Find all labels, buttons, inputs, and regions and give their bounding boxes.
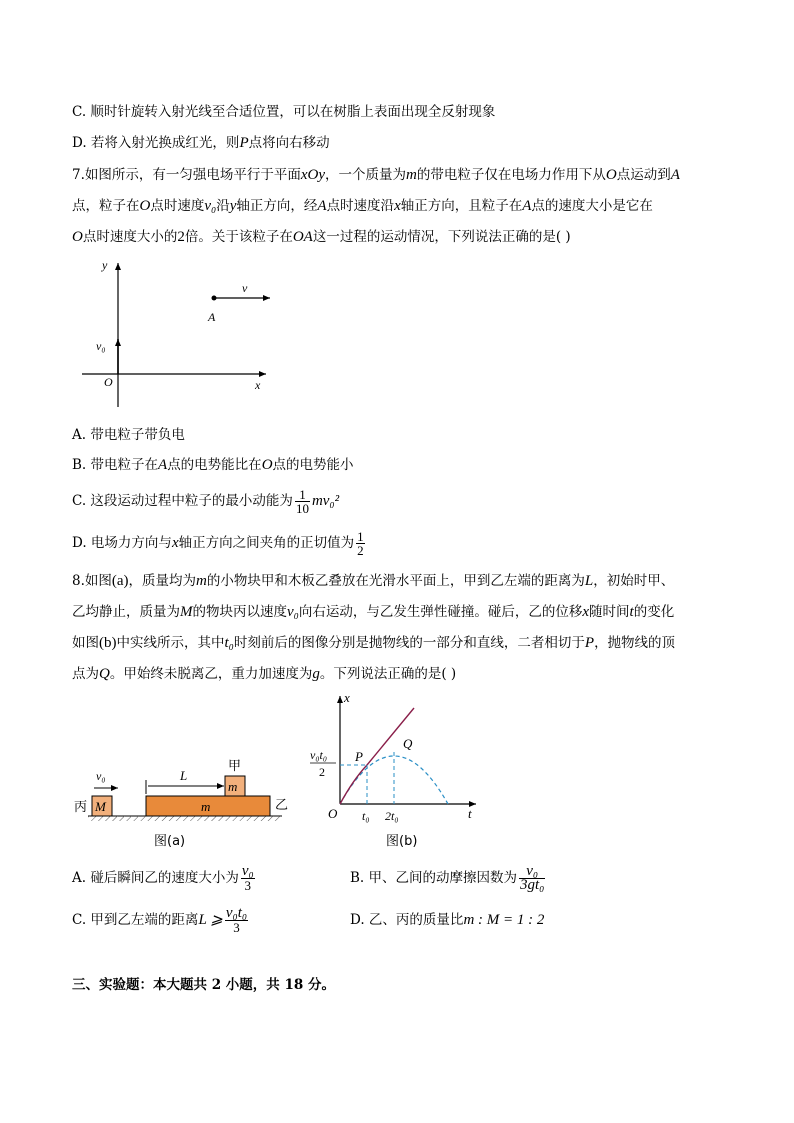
fig-a-yi: 乙 — [275, 798, 289, 813]
q7-label-a: A — [208, 310, 216, 324]
q7-label-o: O — [104, 375, 113, 389]
fig-b-q: Q — [403, 736, 413, 751]
solid-curve — [340, 708, 414, 804]
q8-stem-line-2: 乙均静止，质量为M的物块丙以速度v₀向右运动，与乙发生弹性碰撞。碰后，乙的位移x随时间t的变化 — [72, 604, 675, 620]
fig-b-p: P — [355, 749, 363, 764]
q8-figure-b — [300, 688, 490, 853]
q8-optb-fraction: $\frac{\text{v₀}}{\text{3gt₀}}$ — [520, 863, 545, 893]
fig-b-t0: t₀ — [362, 809, 370, 823]
fig-a-caption: 图(a) — [154, 834, 186, 849]
q7-stem-line-3: O点时速度大小的2倍。关于该粒子在OA这一过程的运动情况，下列说法正确的是( ) — [72, 229, 571, 245]
q8-stem-line-3: 如图(b)中实线所示，其中t₀时刻前后的图像分别是抛物线的一部分和直线，二者相切于P，抛物线的顶 — [72, 635, 676, 651]
q8-figure-a — [70, 750, 300, 855]
section-heading-experiments: 三、实验题：本大题共 2 小题，共 18 分。 — [72, 977, 335, 993]
q8-option-a: A. 碰后瞬间乙的速度大小为 $\frac{\text{v₀}}{3}$ — [72, 863, 254, 893]
q7-option-d: D. 电场力方向与x轴正方向之间夹角的正切值为 $\frac{1}{2}$ — [72, 529, 364, 558]
fig-a-v0: v₀ — [96, 769, 106, 783]
fig-a-big-m: M — [95, 799, 106, 814]
fig-b-x: x — [344, 690, 350, 705]
q7-optd-fraction: $\frac{1}{2}$ — [357, 529, 364, 558]
q8-option-d: D. 乙、丙的质量比m : M = 1 : 2 — [350, 912, 545, 928]
q7-option-b: B. 带电粒子在A点的电势能比在O点的电势能小 — [72, 457, 354, 473]
q7-label-y: y — [102, 258, 108, 272]
q7-label-v: v — [242, 281, 248, 295]
q8-option-c: C. 甲到乙左端的距离L ⩾ $\frac{\text{v₀t₀}}{3}$ — [72, 905, 248, 935]
q8-stem-line-1: 8.如图(a)，质量均为m的小物块甲和木板乙叠放在光滑水平面上，甲到乙左端的距离为L，初始时甲、 — [72, 573, 675, 589]
q6-option-d: D. 若将入射光换成红光，则P点将向右移动 — [72, 135, 330, 151]
q7-option-c: C. 这段运动过程中粒子的最小动能为 $\frac{1}{10}$ mv₀² — [72, 487, 340, 516]
fig-a-l: L — [180, 768, 188, 783]
fig-a-m-block: m — [228, 779, 238, 794]
q8-stem-line-4: 点为Q。甲始终未脱离乙，重力加速度为g。下列说法正确的是( ) — [72, 666, 457, 682]
q7-figure — [78, 255, 278, 415]
q8-option-b: B. 甲、乙间的动摩擦因数为 $\frac{\text{v₀}}{\text{3gt₀}}$ — [350, 863, 545, 893]
fig-b-caption: 图(b) — [386, 834, 418, 849]
ground-hatch — [88, 816, 282, 821]
fig-b-o: O — [328, 806, 338, 821]
q6-option-c: C. 顺时针旋转入射光线至合适位置，可以在树脂上表面出现全反射现象 — [72, 104, 496, 120]
q7-label-v0: v₀ — [96, 339, 106, 353]
q7-optc-fraction: $\frac{1}{10}$ — [295, 487, 309, 516]
fig-b-2t0: 2t₀ — [385, 809, 399, 823]
q7-option-a: A. 带电粒子带负电 — [72, 427, 185, 443]
q7-label-x: x — [255, 378, 261, 392]
q7-stem-line-1: 7.如图所示，有一匀强电场平行于平面xOy，一个质量为m的带电粒子仅在电场力作用下从O点运动到A — [72, 167, 680, 183]
q7-stem-line-2: 点，粒子在O点时速度v₀沿y轴正方向，经A点时速度沿x轴正方向，且粒子在A点的速度大小是它在 — [72, 198, 653, 214]
fig-b-y-num: v₀t₀ — [310, 748, 328, 762]
fig-a-bing: 丙 — [74, 800, 88, 815]
fig-a-m-board: m — [201, 799, 211, 814]
q8-optc-fraction: $\frac{\text{v₀t₀}}{3}$ — [225, 905, 248, 935]
q8-opta-fraction: $\frac{\text{v₀}}{3}$ — [241, 863, 254, 893]
fig-a-jia: 甲 — [228, 759, 242, 774]
fig-b-y-den: 2 — [319, 765, 325, 779]
fig-b-t: t — [468, 806, 472, 821]
